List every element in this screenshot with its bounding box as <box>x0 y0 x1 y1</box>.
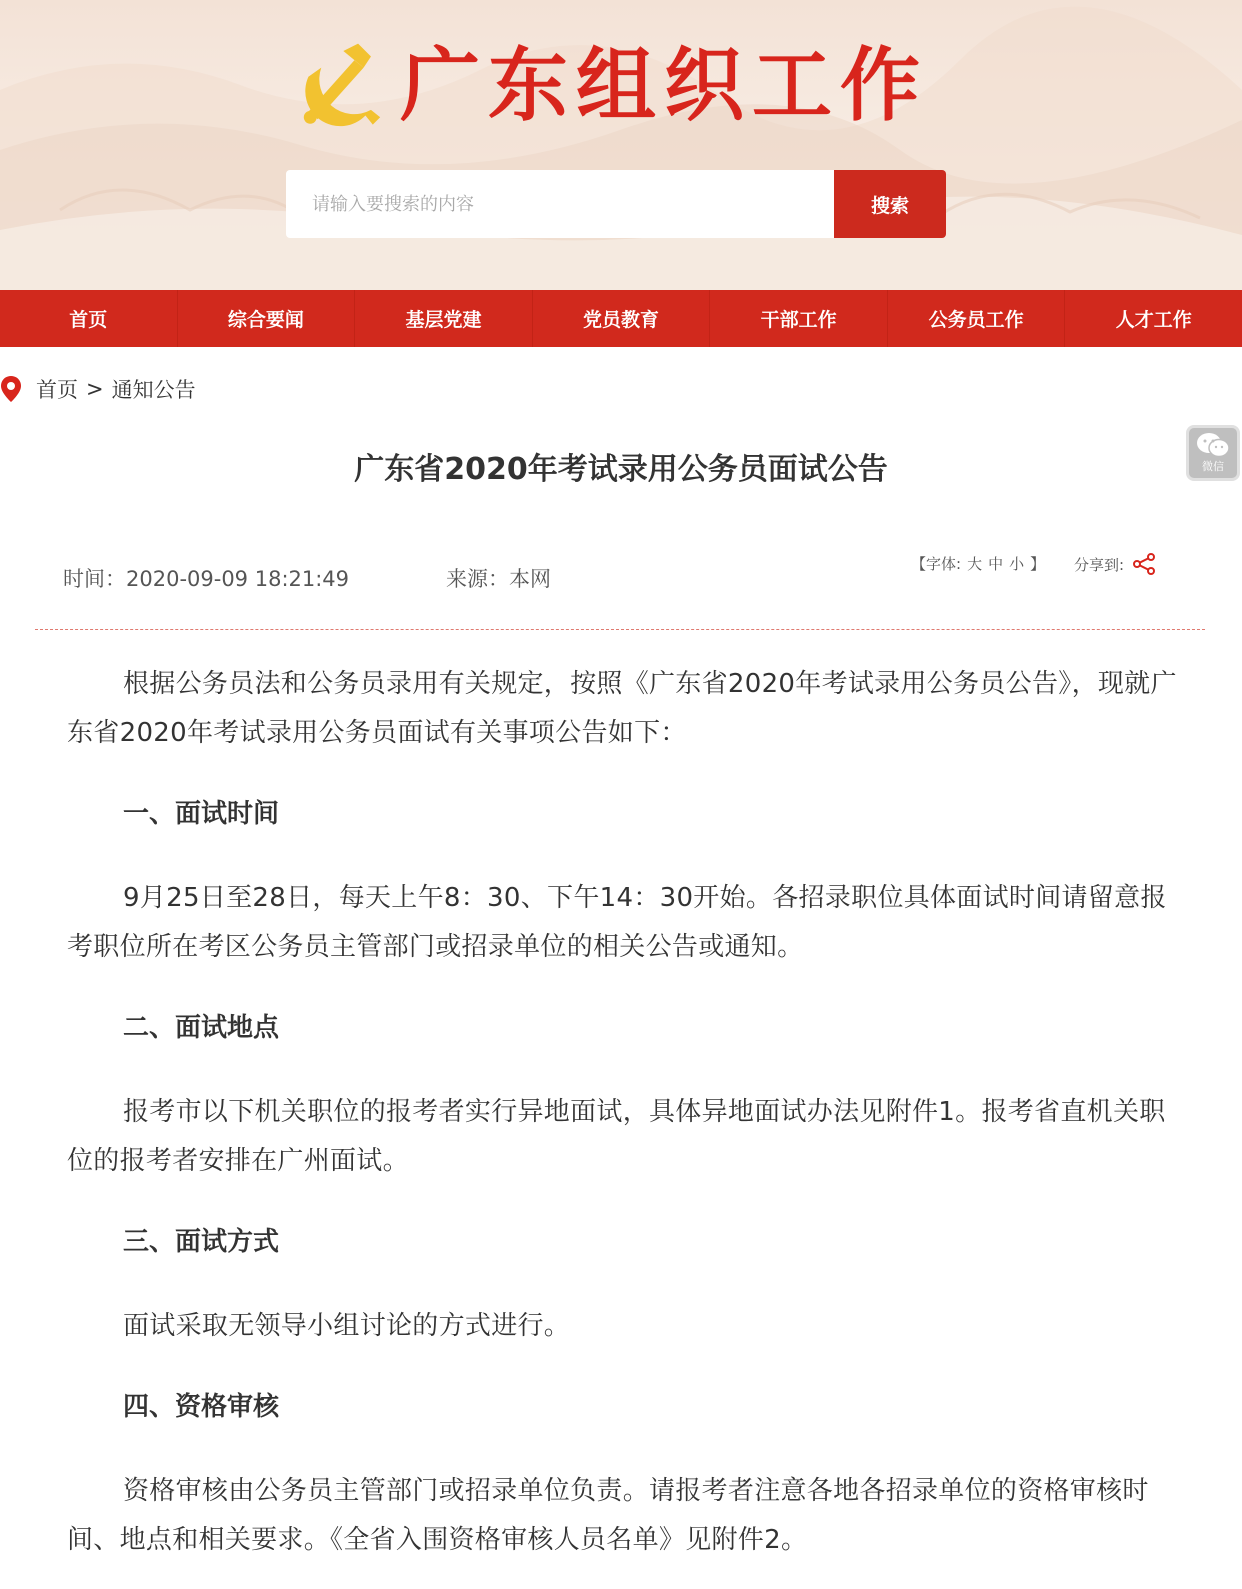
breadcrumb-current[interactable]: 通知公告 <box>111 378 196 402</box>
nav-item-news[interactable]: 综合要闻 <box>178 290 356 347</box>
font-size-small[interactable]: 小 <box>1009 555 1025 573</box>
wechat-label: 微信 <box>1202 460 1224 473</box>
site-title: 广东组织工作 <box>400 39 928 132</box>
nav-item-cadre-work[interactable]: 干部工作 <box>710 290 888 347</box>
font-size-large[interactable]: 大 <box>967 555 983 573</box>
section-text: 面试采取无领导小组讨论的方式进行。 <box>123 1311 571 1341</box>
share-label: 分享到: <box>1074 555 1125 574</box>
nav-item-home[interactable]: 首页 <box>0 290 178 347</box>
section-heading: 三、面试方式 <box>123 1227 280 1257</box>
nav-item-civil-servant[interactable]: 公务员工作 <box>888 290 1066 347</box>
share-icon[interactable] <box>1132 553 1156 575</box>
nav-item-member-education[interactable]: 党员教育 <box>533 290 711 347</box>
search-button[interactable]: 搜索 <box>834 170 946 238</box>
header-banner <box>0 0 1242 290</box>
breadcrumb-separator: > <box>86 377 104 401</box>
section-heading: 四、资格审核 <box>123 1392 280 1422</box>
font-size-label: 【字体: <box>911 555 962 573</box>
font-size-label-close: 】 <box>1030 555 1046 573</box>
article-source: 来源：本网 <box>446 567 551 591</box>
breadcrumb <box>0 372 196 406</box>
section-text: 资格审核由公务员主管部门或招录单位负责。请报考者注意各地各招录单位的资格审核时间、地点和相关要求。《全省入围资格审核人员名单》见附件2。 <box>67 1476 1149 1555</box>
section-heading: 二、面试地点 <box>123 1013 280 1043</box>
publish-time: 时间：2020-09-09 18:21:49 <box>63 567 350 591</box>
site-logo[interactable] <box>290 38 928 134</box>
nav-item-talent[interactable]: 人才工作 <box>1115 309 1192 331</box>
font-size-medium[interactable]: 中 <box>988 555 1004 573</box>
section-text: 9月25日至28日，每天上午8：30、下午14：30开始。各招录职位具体面试时间请留意报考职位所在考区公务员主管部门或招录单位的相关公告或通知。 <box>67 883 1167 962</box>
search-field[interactable] <box>286 170 834 238</box>
article-title: 广东省2020年考试录用公务员面试公告 <box>354 452 888 487</box>
meta-divider <box>35 629 1205 630</box>
breadcrumb-home[interactable]: 首页 <box>36 378 78 402</box>
article-intro: 根据公务员法和公务员录用有关规定，按照《广东省2020年考试录用公务员公告》，现就广东省2020年考试录用公务员面试有关事项公告如下： <box>67 669 1177 748</box>
article-body <box>67 660 1177 1589</box>
nav-item-party-building[interactable]: 基层党建 <box>355 290 533 347</box>
section-text: 报考市以下机关职位的报考者实行异地面试，具体异地面试办法见附件1。报考省直机关职位的报考者安排在广州面试。 <box>67 1097 1166 1176</box>
search-input[interactable] <box>312 194 834 215</box>
section-heading: 一、面试时间 <box>123 799 280 829</box>
party-emblem-icon <box>290 40 382 132</box>
main-nav <box>0 290 1242 347</box>
font-size-control <box>908 553 1048 574</box>
location-pin-icon <box>0 375 22 403</box>
share-control <box>1074 553 1156 575</box>
